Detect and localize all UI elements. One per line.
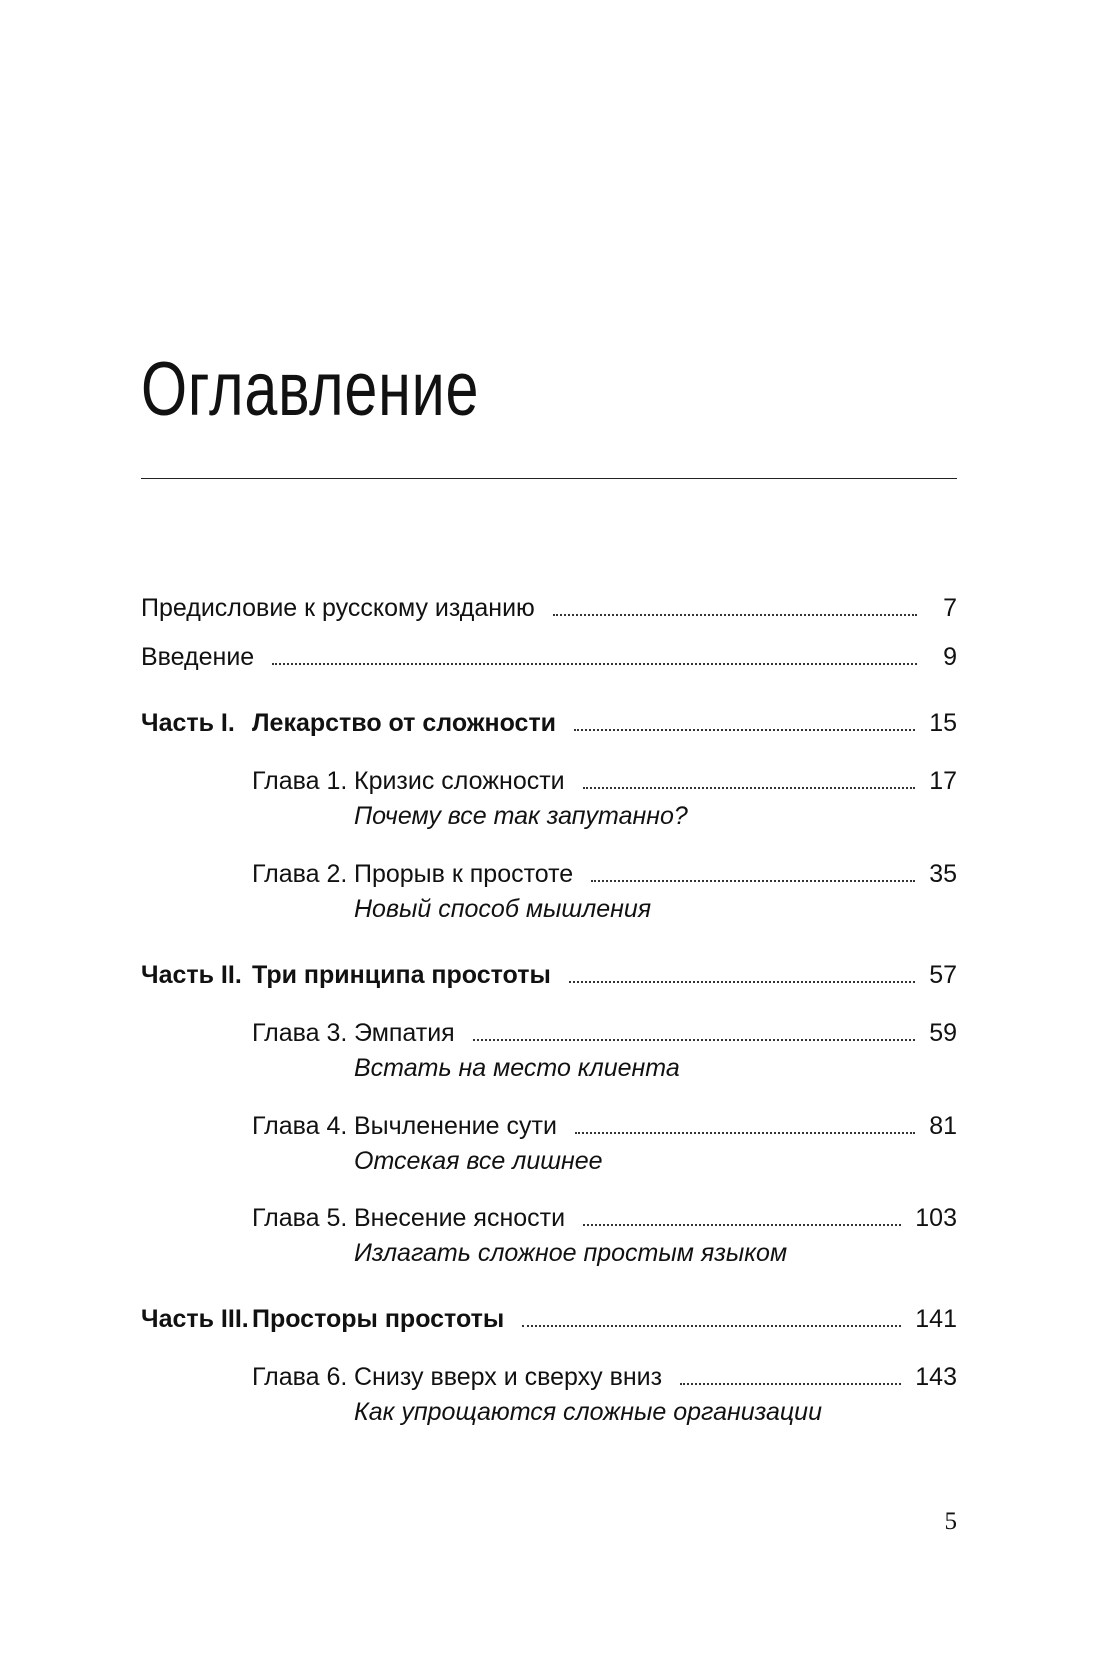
toc-part-1[interactable] [141,702,957,736]
toc-page-number: 59 [929,1019,957,1047]
dot-leader [569,981,915,983]
chapter-title: Прорыв к простоте [354,860,574,888]
chapter-subtitle: Излагать сложное простым языком [354,1239,788,1267]
chapter-title: Внесение ясности [354,1204,566,1232]
toc-chapter-6[interactable] [141,1356,957,1390]
chapter-subtitle: Как упрощаются сложные организации [354,1398,822,1426]
dot-leader [473,1039,915,1041]
toc-page-number: 57 [929,961,957,989]
toc-entry-introduction[interactable] [141,636,957,670]
toc-page-number: 7 [943,594,957,622]
toc-page-number: 15 [929,709,957,737]
toc-page-number: 141 [915,1305,957,1333]
toc-page-number: 35 [929,860,957,888]
chapter-title: Кризис сложности [354,767,565,795]
toc-page-number: 103 [915,1204,957,1232]
part-label: Часть I. [141,709,235,737]
dot-leader [522,1325,901,1327]
chapter-subtitle: Встать на место клиента [354,1054,680,1082]
part-title: Просторы простоты [252,1305,505,1333]
page-title: Оглавление [141,347,480,432]
dot-leader [272,663,917,665]
chapter-title: Эмпатия [354,1019,455,1047]
toc-chapter-3[interactable] [141,1012,957,1046]
dot-leader [583,787,916,789]
dot-leader [680,1383,901,1385]
part-title: Лекарство от сложности [252,709,557,737]
toc-chapter-2[interactable] [141,853,957,887]
dot-leader [553,614,917,616]
toc-page-number: 17 [929,767,957,795]
chapter-label: Глава 6. [252,1363,348,1391]
chapter-label: Глава 2. [252,860,348,888]
chapter-subtitle: Отсекая все лишнее [354,1147,603,1175]
toc-chapter-1[interactable] [141,760,957,794]
toc-part-2[interactable] [141,954,957,988]
part-label: Часть III. [141,1305,249,1333]
toc-entry-title: Предисловие к русскому изданию [141,594,535,622]
toc-page-number: 9 [943,643,957,671]
chapter-label: Глава 5. [252,1204,348,1232]
toc-page-number: 143 [915,1363,957,1391]
title-divider [141,478,957,479]
chapter-title: Вычленение сути [354,1112,557,1140]
page-number: 5 [944,1508,957,1535]
part-label: Часть II. [141,961,242,989]
dot-leader [575,1132,915,1134]
toc-chapter-5[interactable] [141,1197,957,1231]
toc-page-number: 81 [929,1112,957,1140]
toc-part-3[interactable] [141,1298,957,1332]
toc-chapter-4[interactable] [141,1105,957,1139]
chapter-label: Глава 1. [252,767,348,795]
dot-leader [583,1224,901,1226]
toc-entry-title: Введение [141,643,255,671]
dot-leader [591,880,915,882]
chapter-title: Снизу вверх и сверху вниз [354,1363,663,1391]
chapter-label: Глава 3. [252,1019,348,1047]
chapter-subtitle: Почему все так запутанно? [354,802,688,830]
toc-entry-preface[interactable] [141,587,957,621]
chapter-subtitle: Новый способ мышления [354,895,652,923]
dot-leader [574,729,915,731]
part-title: Три принципа простоты [252,961,551,989]
chapter-label: Глава 4. [252,1112,348,1140]
